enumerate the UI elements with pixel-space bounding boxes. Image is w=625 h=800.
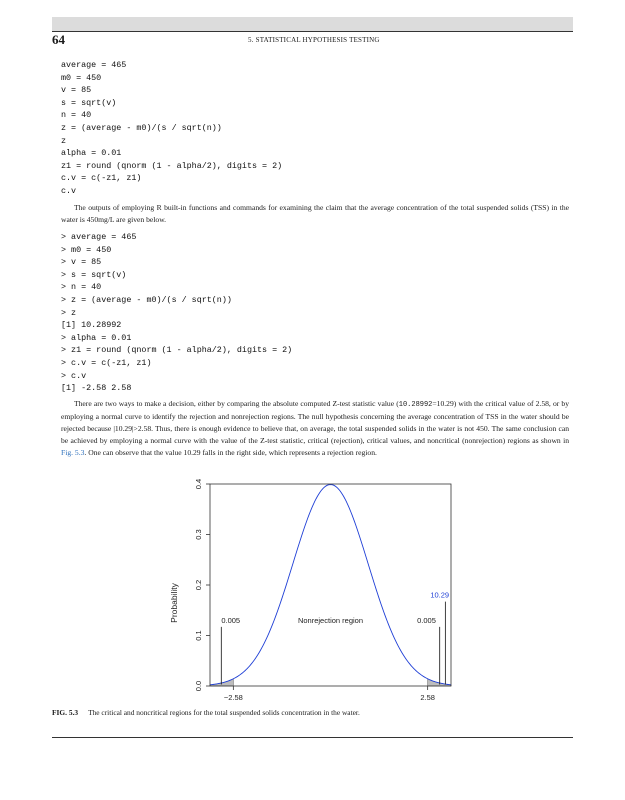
y-tick-label: 0.3 xyxy=(194,529,203,540)
paragraph-decision xyxy=(61,398,569,459)
annotation-statistic: 10.29 xyxy=(430,590,450,600)
normal-curve-line xyxy=(210,485,451,685)
header-rule xyxy=(52,31,573,32)
y-tick-label: 0.1 xyxy=(194,630,203,641)
paragraph-intro xyxy=(61,202,569,226)
y-tick-label: 0.4 xyxy=(194,478,203,490)
annotation-right-tail: 0.005 xyxy=(417,615,436,625)
plot-frame xyxy=(210,484,451,686)
code-block-output: > average = 465 > m0 = 450 > v = 85 > s = sqrt(v) > n = 40 > z = (average - m0)/(s / sqrt(n)) > z [1] 10.28992 > alpha = 0.01 > z1 = round (qnorm (1 - alpha/2), digits = 2) > c.v = c(-z1, z1) > c.v [1] -2.58 2.58 xyxy=(61,232,293,394)
footer-rule xyxy=(52,737,573,738)
paragraph-intro-text: The outputs of employing R built-in functions and commands for examining the claim that the average concentration of the total suspended solids (TSS) in the water is 450mg/L are given below. xyxy=(61,203,569,224)
y-tick-label: 0.2 xyxy=(194,579,203,591)
x-tick-label: 2.58 xyxy=(420,693,435,702)
caption-text: The critical and noncritical regions for the total suspended solids concentration in the water. xyxy=(88,708,360,717)
normal-curve-chart xyxy=(155,478,475,708)
paragraph-decision-part3: . One can observe that the value 10.29 falls in the right side, which represents a rejection region. xyxy=(84,448,377,457)
y-tick-label: 0.0 xyxy=(194,680,203,692)
figure-caption xyxy=(52,708,573,717)
paragraph-decision-part2: =10.29) with the critical value of 2.58, or by employing a normal curve to identify the rejection and nonrejection regions. The null hypothesis concerning the average concentration of TSS in the water should be rejected because |10.29|>2.58. Thus, there is enough evidence to believe that, on average, the total suspended solids in the water is not 450. The same conclusion can be achieved by employing a normal curve with the value of the Z-test statistic, critical (rejection), critical values, and noncritical (nonrejection) regions as shown in xyxy=(61,399,569,445)
figure-link[interactable]: Fig. 5.3 xyxy=(61,448,85,457)
header-bar xyxy=(52,17,573,31)
code-block-script: average = 465 m0 = 450 v = 85 s = sqrt(v) n = 40 z = (average - m0)/(s / sqrt(n)) z alpha = 0.01 z1 = round (qnorm (1 - alpha/2), digits = 2) c.v = c(-z1, z1) c.v xyxy=(61,60,283,196)
page-number: 64 xyxy=(52,32,65,47)
y-axis-label: Probability xyxy=(169,583,179,623)
z-statistic-code: 10.28992 xyxy=(398,401,433,409)
paragraph-decision-part1: There are two ways to make a decision, either by comparing the absolute computed Z-test statistic value ( xyxy=(74,399,399,408)
x-tick-label: −2.58 xyxy=(223,693,243,702)
annotation-left-tail: 0.005 xyxy=(221,615,241,625)
annotation-center: Nonrejection region xyxy=(297,615,364,625)
running-head: 5. STATISTICAL HYPOTHESIS TESTING xyxy=(248,36,380,44)
caption-label: FIG. 5.3 xyxy=(52,708,79,717)
